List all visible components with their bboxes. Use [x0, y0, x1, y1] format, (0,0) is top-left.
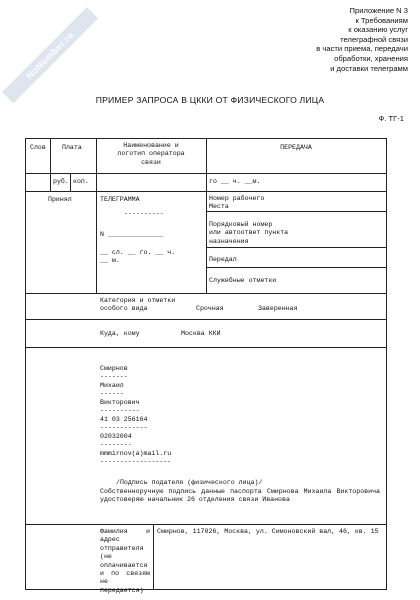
appendix-line: обработки, хранения: [334, 53, 408, 63]
category-urgent[interactable]: Срочная: [196, 305, 224, 312]
appendix-line: и доставки телеграмм: [330, 63, 408, 73]
message-line: Смирнов: [100, 365, 128, 372]
appendix-line: Приложение N 3: [349, 6, 408, 15]
appendix-line: к Требованиям: [355, 15, 408, 25]
header-kop: коп.: [73, 178, 89, 185]
header-plata: Плата: [62, 144, 82, 151]
telegram-dash: ----------: [124, 210, 164, 217]
message-line: --------: [100, 441, 132, 448]
telegram-number-field[interactable]: N ______________: [100, 231, 164, 238]
document-title: ПРИМЕР ЗАПРОСА В ЦККИ ОТ ФИЗИЧЕСКОГО ЛИЦА: [95, 95, 325, 105]
message-line: ------------------: [100, 458, 172, 465]
telegram-label: ТЕЛЕГРАММА: [100, 196, 140, 203]
telegram-words-field[interactable]: __ сл. __ го. __ ч.: [100, 249, 176, 256]
recipient-label: Куда, кому: [100, 330, 140, 337]
telegram-minutes-field[interactable]: __ м.: [100, 257, 120, 264]
header-rub: руб.: [53, 178, 69, 185]
header-peredacha: ПЕРЕДАЧА: [280, 144, 312, 151]
header-slov: Слов: [30, 144, 46, 151]
watermark: NoNumber.ru: [2, 7, 98, 103]
telegram-form: [25, 138, 387, 594]
accepted-label: Принял: [48, 196, 72, 203]
appendix-line: к оказанию услуг: [348, 25, 408, 35]
appendix-line: телеграфной связи: [340, 34, 408, 44]
transmitted-by-field[interactable]: Передал: [209, 256, 237, 263]
appendix-line: в части приема, передачи: [316, 44, 408, 54]
message-line: ------: [100, 390, 124, 397]
form-code: Ф. ТГ-1: [378, 114, 404, 123]
category-certified[interactable]: Заверенная: [258, 305, 298, 312]
workplace-number-field[interactable]: Номер рабочего Места: [209, 195, 265, 211]
message-line: 02032004: [100, 433, 132, 440]
message-line: Викторович: [100, 399, 140, 406]
signature-certification: Собственноручную подпись данные паспорта Смирнова Михаила Викторовича удостоверяю начальник 26 отделения связи Иванова: [100, 488, 380, 504]
header-operator: Наименование и логотип оператора связи: [117, 142, 185, 166]
sequence-number-field[interactable]: Порядковый номер или автоответ пункта назначения: [209, 221, 289, 245]
category-label: Категория и отметки особого вида: [100, 297, 176, 313]
transmission-time: го __ ч. __м.: [209, 178, 261, 185]
sender-address[interactable]: Смирнов, 117026, Москва, ул. Симоновский вал, 46, кв. 15: [157, 528, 379, 535]
message-line: Михаил: [100, 382, 124, 389]
message-line: mmmirnov(a)mail.ru: [100, 450, 172, 457]
sender-label: Фамилия и адрес отправителя (не оплачивается и по связям не передается): [100, 528, 150, 594]
message-line: 41 03 256164: [100, 416, 148, 423]
recipient-value[interactable]: Москва ККИ: [181, 330, 221, 337]
appendix-note: [238, 6, 408, 73]
message-line: ----------: [100, 407, 140, 414]
message-line: -------: [100, 373, 128, 380]
signature-caption: /Подпись подателя (физического лица)/: [116, 479, 263, 486]
service-notes-field[interactable]: Служебные отметки: [209, 277, 277, 284]
message-line: ------------: [100, 424, 148, 431]
